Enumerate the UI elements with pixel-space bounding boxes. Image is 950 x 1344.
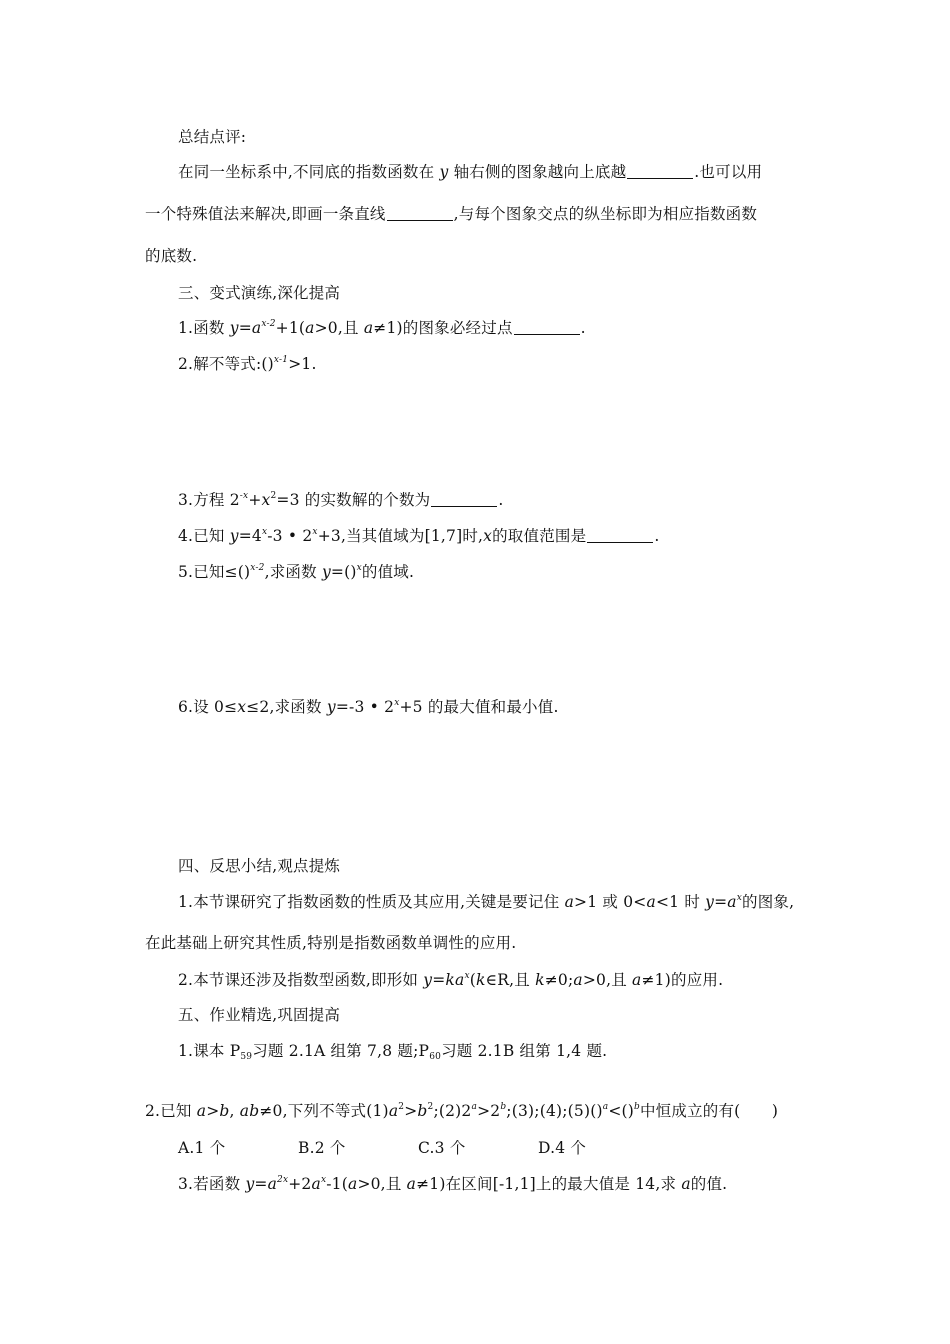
text: 的取值范围是: [492, 527, 587, 545]
q-number: 3.: [178, 1175, 194, 1193]
text: +: [248, 491, 262, 509]
math: y=a: [705, 893, 737, 911]
summary-paragraph-line3: 的底数.: [145, 247, 198, 265]
reflection-2: [178, 970, 723, 990]
text: <1 时: [655, 893, 701, 911]
question-5: [178, 562, 414, 582]
math: y=a: [229, 319, 262, 337]
math-var: k: [476, 971, 486, 989]
text: ≠0;: [544, 971, 574, 989]
text: ≠1)的图象必经过点: [373, 319, 513, 337]
math-exponent: 2: [398, 1102, 405, 1112]
math-var: x: [261, 491, 271, 509]
text: >1.: [288, 355, 317, 373]
text: +3,当其值域为[1,7]时,: [317, 527, 484, 545]
option-b: B.2 个: [298, 1139, 346, 1157]
math-exponent: x: [464, 971, 470, 981]
math-var: a: [632, 971, 642, 989]
q-number: 1.: [178, 893, 194, 911]
text: 课本 P: [193, 1042, 241, 1060]
math-var: a: [305, 319, 315, 337]
text: .: [654, 527, 660, 545]
text: =3 的实数解的个数为: [276, 491, 431, 509]
text: <(): [608, 1102, 634, 1120]
math-exponent: x: [736, 893, 743, 903]
math: y=: [326, 698, 350, 716]
q-number: 4.: [178, 527, 194, 545]
text: 的图象,: [742, 893, 795, 911]
text: -1(: [326, 1175, 348, 1193]
math-var: a: [564, 893, 575, 911]
section-3-title: 三、变式演练,深化提高: [178, 284, 341, 302]
text: ≠1)在区间[-1,1]上的最大值是 14,求: [416, 1175, 677, 1193]
text: 轴右侧的图象越向上底越: [453, 163, 627, 181]
homework-2-options: [178, 1138, 658, 1158]
text: 函数: [193, 319, 225, 337]
text: (: [469, 971, 476, 989]
answer-blank: [587, 528, 653, 543]
math-var: k: [535, 971, 545, 989]
text: -3 • 2: [349, 698, 395, 716]
text: 方程 2: [193, 491, 240, 509]
math-var: a: [311, 1175, 321, 1193]
text: >: [404, 1102, 418, 1120]
text: 若函数: [193, 1175, 241, 1193]
math-var: a: [363, 319, 374, 337]
q-number: 6.: [178, 698, 194, 716]
text: 已知: [193, 527, 225, 545]
text: ≠0,下列不等式(1): [259, 1102, 389, 1120]
math-var: a: [347, 1175, 358, 1193]
question-6: [178, 697, 559, 717]
section-4-title: 四、反思小结,观点提炼: [178, 857, 341, 875]
text: 中恒成立的有( ): [639, 1102, 779, 1120]
math-var: b: [417, 1102, 428, 1120]
text: 习题 2.1B 组第 1,4 题.: [441, 1042, 608, 1060]
text: +1(: [275, 319, 306, 337]
math-var: x: [483, 527, 493, 545]
reflection-1-line1: [178, 892, 794, 912]
answer-blank: [514, 320, 580, 335]
text: ,: [229, 1102, 235, 1120]
math-exponent: x: [261, 527, 268, 537]
homework-1: [178, 1041, 607, 1061]
option-d: D.4 个: [538, 1139, 587, 1157]
text: 一个特殊值法来解决,即画一条直线: [145, 205, 386, 223]
math-exponent: 2x: [277, 1175, 289, 1185]
text: +5 的最大值和最小值.: [399, 698, 559, 716]
text: 习题 2.1A 组第 7,8 题;P: [252, 1042, 430, 1060]
summary-paragraph-line2: [145, 204, 757, 224]
math-exponent: x: [320, 1175, 327, 1185]
text: 已知≤(): [193, 563, 251, 581]
text: ,求函数: [264, 563, 317, 581]
text: ≠1)的应用.: [641, 971, 724, 989]
text: >0,且: [357, 1175, 402, 1193]
answer-blank: [431, 492, 497, 507]
text: 本节课还涉及指数型函数,即形如: [193, 971, 419, 989]
math-var: a: [406, 1175, 417, 1193]
q-number: 1.: [178, 319, 194, 337]
summary-paragraph-line1: [178, 162, 762, 182]
math-exponent: 2: [270, 491, 277, 501]
text: ∈R,且: [485, 971, 530, 989]
question-4: [178, 526, 659, 546]
text: 4: [251, 527, 262, 545]
math-var: a: [573, 971, 583, 989]
math: a>b: [196, 1102, 230, 1120]
text: 设 0≤: [193, 698, 238, 716]
answer-blank: [627, 164, 693, 179]
text: 本节课研究了指数函数的性质及其应用,关键是要记住: [193, 893, 560, 911]
text: ,与每个图象交点的纵坐标即为相应指数函数: [453, 205, 758, 223]
math-exponent: a: [602, 1102, 609, 1112]
q-number: 2.: [178, 971, 194, 989]
math: y=a: [245, 1175, 278, 1193]
answer-blank: [387, 206, 453, 221]
math-var: x: [237, 698, 247, 716]
question-2: [178, 354, 317, 374]
text: ;(3);(4);(5)(): [506, 1102, 603, 1120]
text: >0,且: [314, 319, 359, 337]
page-subscript: 59: [240, 1052, 253, 1062]
math-exponent: 2: [427, 1102, 434, 1112]
page-subscript: 60: [429, 1052, 442, 1062]
text: 解不等式:(): [193, 355, 274, 373]
text: >2: [477, 1102, 501, 1120]
text: ≤2,求函数: [246, 698, 322, 716]
math-exponent: x-2: [261, 319, 276, 329]
math-exponent: x-1: [273, 355, 289, 365]
text: .: [498, 491, 504, 509]
text: -3 • 2: [267, 527, 313, 545]
text: ;(2)2: [433, 1102, 472, 1120]
summary-title: 总结点评:: [178, 128, 247, 146]
text: .: [580, 319, 586, 337]
math: y=: [321, 563, 345, 581]
text: .也可以用: [694, 163, 763, 181]
math-exponent: x: [394, 698, 400, 708]
q-number: 1.: [178, 1042, 194, 1060]
text: >1 或 0<: [574, 893, 647, 911]
math-exponent: x-2: [250, 563, 265, 573]
reflection-1-line2: 在此基础上研究其性质,特别是指数函数单调性的应用.: [145, 934, 517, 952]
math-exponent: -x: [239, 491, 249, 501]
math-exponent: b: [634, 1102, 640, 1112]
math: ab: [239, 1102, 260, 1120]
option-c: C.3 个: [418, 1139, 466, 1157]
homework-2: [145, 1101, 778, 1121]
q-number: 2.: [145, 1102, 161, 1120]
text: 已知: [160, 1102, 192, 1120]
text: +2: [288, 1175, 312, 1193]
math-var: a: [646, 893, 656, 911]
math-exponent: a: [471, 1102, 478, 1112]
q-number: 3.: [178, 491, 194, 509]
option-a: A.1 个: [178, 1139, 226, 1157]
q-number: 2.: [178, 355, 194, 373]
math-exponent: x: [312, 527, 318, 537]
math-exponent: x: [356, 563, 362, 573]
math: y=: [229, 527, 252, 545]
text: 在同一坐标系中,不同底的指数函数在: [178, 163, 435, 181]
math-exponent: b: [500, 1102, 507, 1112]
homework-3: [178, 1174, 727, 1194]
q-number: 5.: [178, 563, 194, 581]
question-3: [178, 490, 504, 510]
math-var: y: [439, 163, 449, 181]
math: y=ka: [423, 971, 465, 989]
math-var: a: [388, 1102, 399, 1120]
math-var: a: [681, 1175, 691, 1193]
text: 的值域.: [361, 563, 415, 581]
section-5-title: 五、作业精选,巩固提高: [178, 1006, 341, 1024]
question-1: [178, 318, 586, 338]
text: >0,且: [582, 971, 627, 989]
text: (): [344, 563, 357, 581]
text: 的值.: [690, 1175, 728, 1193]
